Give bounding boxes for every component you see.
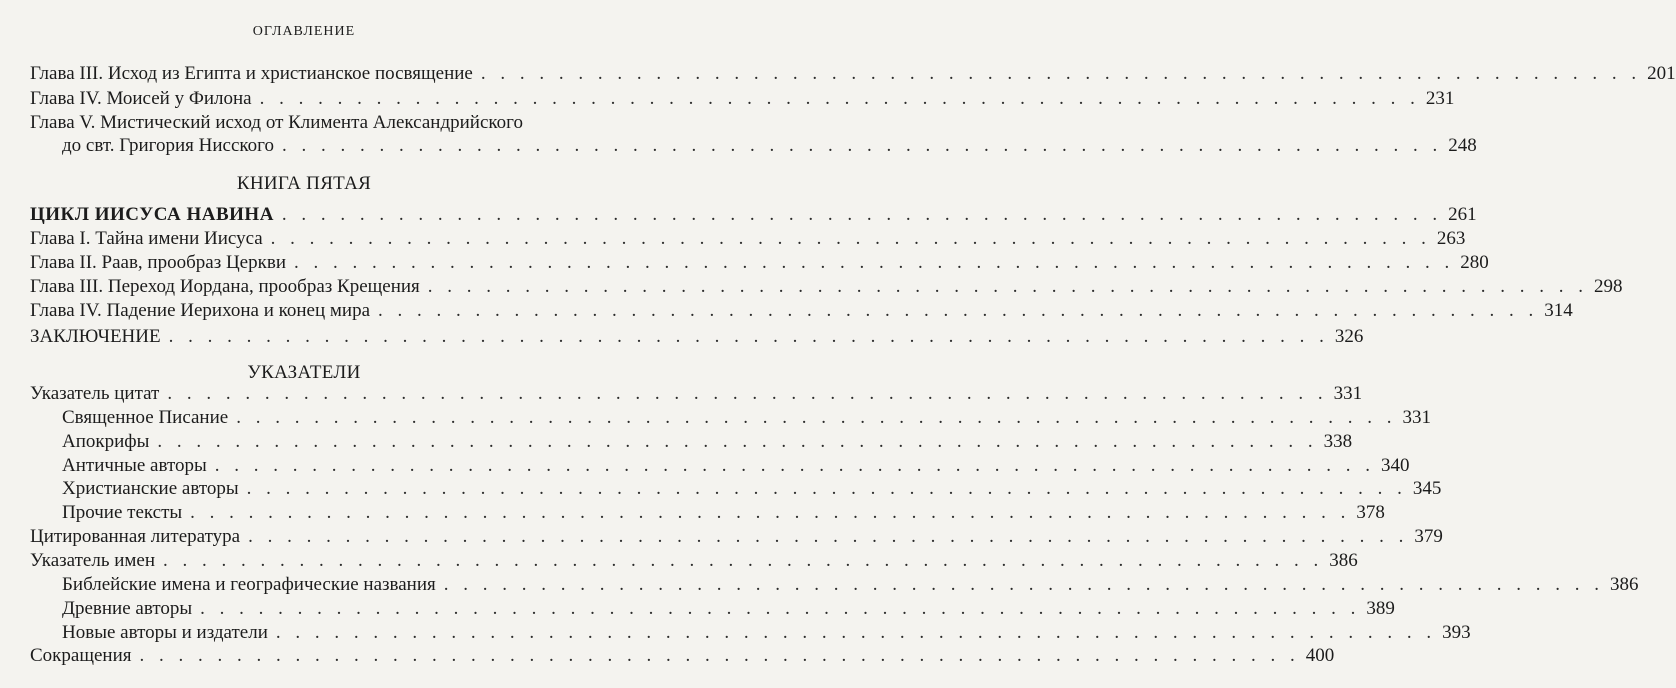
- toc-entry: [30, 62, 1676, 86]
- entry-label: Указатель цитат: [30, 383, 160, 404]
- toc-entry: [62, 406, 1431, 430]
- part-title: ЦИКЛ ИИСУСА НАВИНА: [30, 204, 274, 225]
- entry-page: 386: [1329, 550, 1358, 571]
- dot-leader: . . . . . . . . . . . . . . . . . . . . . . . . . . . . . . . . . . . . . . . . . . . . . . . . . . . . . . . . . . . .: [163, 550, 1324, 571]
- entry-label: ЗАКЛЮЧЕНИЕ: [30, 326, 161, 347]
- toc-entry: [62, 134, 1477, 158]
- running-header: ОГЛАВЛЕНИЕ: [252, 24, 356, 39]
- entry-page: 340: [1381, 455, 1410, 476]
- toc-entry: [62, 430, 1353, 454]
- dot-leader: . . . . . . . . . . . . . . . . . . . . . . . . . . . . . . . . . . . . . . . . . . . . . . . . . . . . . . . . . . . .: [214, 455, 1376, 476]
- entry-page: 379: [1414, 526, 1443, 547]
- entry-page: 331: [1402, 407, 1431, 428]
- dot-leader: . . . . . . . . . . . . . . . . . . . . . . . . . . . . . . . . . . . . . . . . . . . . . . . . . . . . . . . . . . . .: [427, 276, 1589, 297]
- entry-label-line2: до свт. Григория Нисского: [62, 135, 274, 156]
- toc-entry: [62, 477, 1442, 501]
- entry-label: Глава I. Тайна имени Иисуса: [30, 228, 263, 249]
- toc-entry: [30, 299, 1573, 323]
- entry-page: 201: [1647, 63, 1676, 84]
- dot-leader: . . . . . . . . . . . . . . . . . . . . . . . . . . . . . . . . . . . . . . . . . . . . . . . . . . . . . . . . . . . .: [168, 326, 1329, 347]
- toc-entry: [62, 501, 1385, 525]
- entry-label: Христианские авторы: [62, 478, 239, 499]
- entry-page: 261: [1448, 204, 1477, 225]
- entry-page: 386: [1610, 574, 1639, 595]
- entry-page: 331: [1333, 383, 1363, 404]
- entry-page: 314: [1544, 300, 1573, 321]
- toc-entry: [30, 227, 1466, 251]
- entry-label: Указатель имен: [30, 550, 156, 571]
- toc-entry: [30, 87, 1455, 111]
- toc-entry: [30, 525, 1443, 549]
- section-heading: КНИГА ПЯТАЯ: [236, 173, 372, 194]
- entry-label: Апокрифы: [62, 431, 150, 452]
- entry-label: Античные авторы: [62, 455, 207, 476]
- dot-leader: . . . . . . . . . . . . . . . . . . . . . . . . . . . . . . . . . . . . . . . . . . . . . . . . . . . . . . . . . . . .: [236, 407, 1397, 428]
- entry-label: Прочие тексты: [62, 502, 183, 523]
- dot-leader: . . . . . . . . . . . . . . . . . . . . . . . . . . . . . . . . . . . . . . . . . . . . . . . . . . . . . . . . . . . .: [190, 502, 1351, 523]
- dot-leader: . . . . . . . . . . . . . . . . . . . . . . . . . . . . . . . . . . . . . . . . . . . . . . . . . . . . . . . . . . . .: [293, 252, 1455, 273]
- dot-leader: . . . . . . . . . . . . . . . . . . . . . . . . . . . . . . . . . . . . . . . . . . . . . . . . . . . . . . . . . . . .: [259, 88, 1420, 109]
- dot-leader: . . . . . . . . . . . . . . . . . . . . . . . . . . . . . . . . . . . . . . . . . . . . . . . . . . . . . . . . . . . .: [270, 228, 1431, 249]
- entry-label: Глава IV. Падение Иерихона и конец мира: [30, 300, 371, 321]
- toc-entry: [62, 597, 1395, 621]
- toc-entry: [30, 382, 1363, 406]
- entry-label: Сокращения: [30, 645, 132, 666]
- entry-label: Новые авторы и издатели: [62, 622, 268, 643]
- dot-leader: . . . . . . . . . . . . . . . . . . . . . . . . . . . . . . . . . . . . . . . . . . . . . . . . . . . . . . . . . . . .: [248, 526, 1409, 547]
- toc-entry: [62, 621, 1471, 645]
- dot-leader: . . . . . . . . . . . . . . . . . . . . . . . . . . . . . . . . . . . . . . . . . . . . . . . . . . . . . . . . . . . .: [480, 63, 1642, 84]
- toc-entry: [30, 549, 1358, 573]
- dot-leader: . . . . . . . . . . . . . . . . . . . . . . . . . . . . . . . . . . . . . . . . . . . . . . . . . . . . . . . . . . . .: [167, 383, 1328, 404]
- entry-label: Глава IV. Моисей у Филона: [30, 88, 252, 109]
- part-entry: [30, 203, 1477, 227]
- entry-page: 326: [1334, 326, 1364, 347]
- dot-leader: . . . . . . . . . . . . . . . . . . . . . . . . . . . . . . . . . . . . . . . . . . . . . . . . . . . . . . . . . . . .: [157, 431, 1318, 452]
- entry-page: 248: [1448, 135, 1477, 156]
- entry-label: Глава III. Исход из Египта и христианское посвящение: [30, 63, 473, 84]
- entry-page: 263: [1436, 228, 1466, 249]
- entry-page: 231: [1425, 88, 1455, 109]
- dot-leader: . . . . . . . . . . . . . . . . . . . . . . . . . . . . . . . . . . . . . . . . . . . . . . . . . . . . . . . . . . . .: [275, 622, 1437, 643]
- entry-label: Глава III. Переход Иордана, прообраз Крещения: [30, 276, 420, 297]
- entry-page: 378: [1356, 502, 1385, 523]
- entry-page: 338: [1323, 431, 1353, 452]
- dot-leader: . . . . . . . . . . . . . . . . . . . . . . . . . . . . . . . . . . . . . . . . . . . . . . . . . . . . . . . . . . . .: [378, 300, 1539, 321]
- entry-page: 389: [1366, 598, 1395, 619]
- toc-entry: [62, 454, 1410, 478]
- dot-leader: . . . . . . . . . . . . . . . . . . . . . . . . . . . . . . . . . . . . . . . . . . . . . . . . . . . . . . . . . . . .: [200, 598, 1361, 619]
- toc-entry: [30, 275, 1623, 299]
- entry-page: 280: [1460, 252, 1489, 273]
- dot-leader: . . . . . . . . . . . . . . . . . . . . . . . . . . . . . . . . . . . . . . . . . . . . . . . . . . . . . . . . . . . .: [443, 574, 1605, 595]
- entry-page: 400: [1305, 645, 1335, 666]
- toc-entry: [30, 251, 1489, 275]
- dot-leader: . . . . . . . . . . . . . . . . . . . . . . . . . . . . . . . . . . . . . . . . . . . . . . . . . . . . . . . . . . . .: [281, 204, 1443, 225]
- entry-label: Глава II. Раав, прообраз Церкви: [30, 252, 286, 273]
- entry-page: 393: [1442, 622, 1471, 643]
- entry-label: Цитированная литература: [30, 526, 241, 547]
- entry-page: 298: [1594, 276, 1623, 297]
- section-heading: УКАЗАТЕЛИ: [247, 362, 361, 383]
- dot-leader: . . . . . . . . . . . . . . . . . . . . . . . . . . . . . . . . . . . . . . . . . . . . . . . . . . . . . . . . . . . .: [282, 135, 1443, 156]
- entry-label: Древние авторы: [62, 598, 193, 619]
- dot-leader: . . . . . . . . . . . . . . . . . . . . . . . . . . . . . . . . . . . . . . . . . . . . . . . . . . . . . . . . . . . .: [139, 645, 1300, 666]
- entry-label: Библейские имена и географические названия: [62, 574, 436, 595]
- toc-entry: [30, 325, 1364, 349]
- toc-entry: [62, 573, 1639, 597]
- dot-leader: . . . . . . . . . . . . . . . . . . . . . . . . . . . . . . . . . . . . . . . . . . . . . . . . . . . . . . . . . . . .: [246, 478, 1407, 499]
- entry-label-line1: Глава V. Мистический исход от Климента Александрийского: [30, 112, 523, 133]
- entry-label: Священное Писание: [62, 407, 229, 428]
- entry-page: 345: [1412, 478, 1442, 499]
- toc-entry: [30, 644, 1335, 668]
